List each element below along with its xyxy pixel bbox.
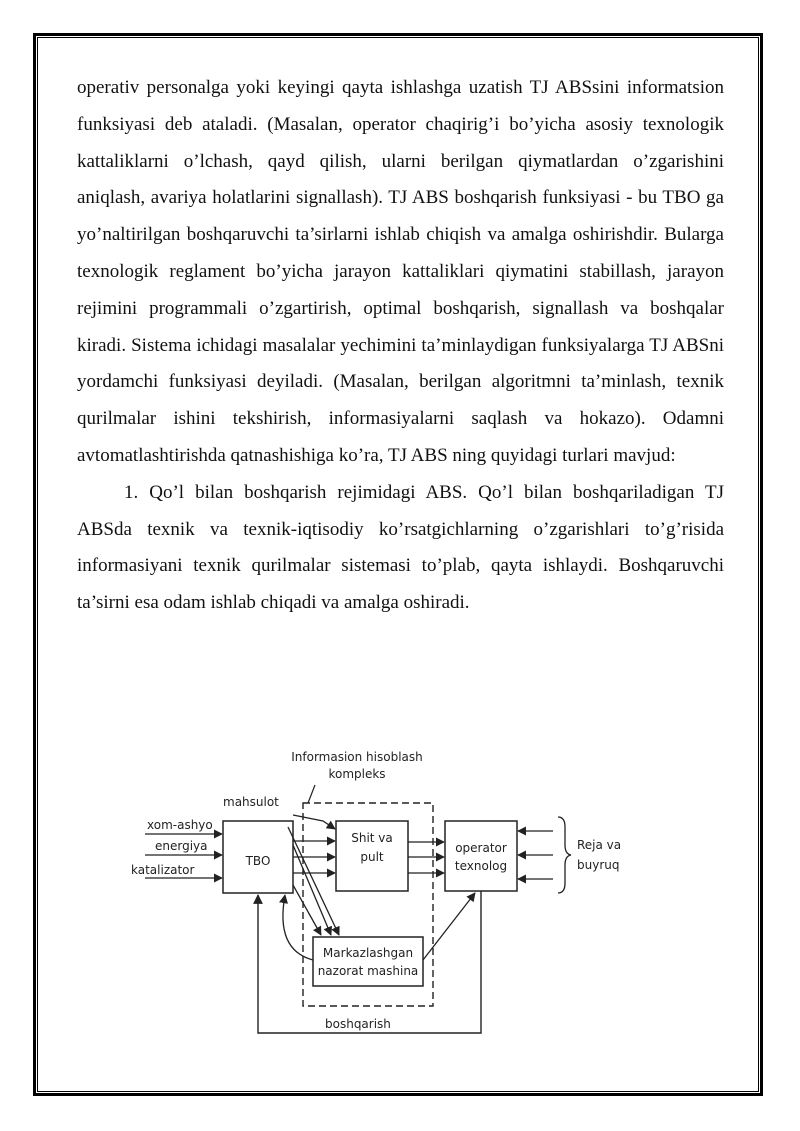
product-output-arrow	[293, 815, 335, 829]
control-machine-box	[313, 937, 423, 986]
tbo-label: TBO	[245, 854, 271, 868]
tbo-to-machine-arrow-1	[288, 827, 339, 935]
complex-label-pointer	[308, 785, 315, 803]
operator-box	[445, 821, 517, 891]
plan-label-line2: buyruq	[577, 858, 620, 872]
control-machine-label-line2: nazorat mashina	[317, 964, 419, 978]
tbo-to-machine-arrow-2	[293, 845, 331, 935]
input-catalyst-label: katalizator	[131, 863, 195, 877]
input-raw-label: xom-ashyo	[147, 818, 213, 832]
diagram-svg	[125, 745, 635, 1050]
plan-label-line1: Reja va	[577, 838, 622, 852]
document-body	[77, 70, 724, 622]
machine-to-operator-arrow	[423, 893, 475, 960]
panel-label-line2: pult	[360, 850, 384, 864]
paragraph-1: operativ personalga yoki keyingi qayta ishlashga uzatish TJ ABSsini informatsion funksiyasi deb ataladi. (Masalan, operator chaqirig’i bo’yicha asosiy texnologik kattaliklarni o’lchash, qayd qilish, ularni berilgan qiymatlardan o’zgarishini aniqlash, avariya holatlarini signallash). TJ ABS boshqarish funksiyasi - bu TBO ga yo’naltirilgan boshqaruvchi ta’sirlarni ishlab chiqish va amalga oshirishdir. Bularga texnologik reglament bo’yicha jarayon kattaliklari qiymatini stabillash, jarayon rejimini programmali o’zgartirish, optimal boshqarish, signallash va boshqalar kiradi. Sistema ichidagi masalalar yechimini ta’minlaydigan funksiyalarga TJ ABSni yordamchi funksiyasi deyiladi. (Masalan, berilgan algoritmni ta’minlash, texnik qurilmalar ishini tekshirish, informasiyalarni saqlash va hokazo). Odamni avtomatlashtirishda qatnashishiga ko’ra, TJ ABS ning quyidagi turlari mavjud:	[77, 77, 724, 466]
input-energy-label: energiya	[155, 839, 208, 853]
panel-label-line1: Shit va	[351, 831, 393, 845]
operator-label-line1: operator	[455, 841, 507, 855]
complex-label-line2: kompleks	[328, 767, 386, 781]
machine-to-tbo-arrow	[283, 895, 313, 960]
complex-label-line1: Informasion hisoblash	[291, 750, 423, 764]
tbo-to-machine-arrow-3	[293, 885, 321, 935]
control-label: boshqarish	[325, 1017, 391, 1031]
control-machine-label-line1: Markazlashgan	[322, 946, 414, 960]
operator-label-line2: texnolog	[454, 859, 508, 873]
plan-brace	[558, 817, 571, 893]
abs-structure-diagram	[125, 745, 635, 1050]
paragraph-2: 1. Qo’l bilan boshqarish rejimidagi ABS. Qo’l bilan boshqariladigan TJ ABSda texnik va texnik-iqtisodiy ko’rsatgichlarning o’zgarishlari to’g’risida informasiyani texnik qurilmalar sistemasi to’plab, qayta ishlaydi. Boshqaruvchi ta’sirni esa odam ishlab chiqadi va amalga oshiradi.	[77, 481, 724, 614]
input-product-label: mahsulot	[223, 795, 279, 809]
